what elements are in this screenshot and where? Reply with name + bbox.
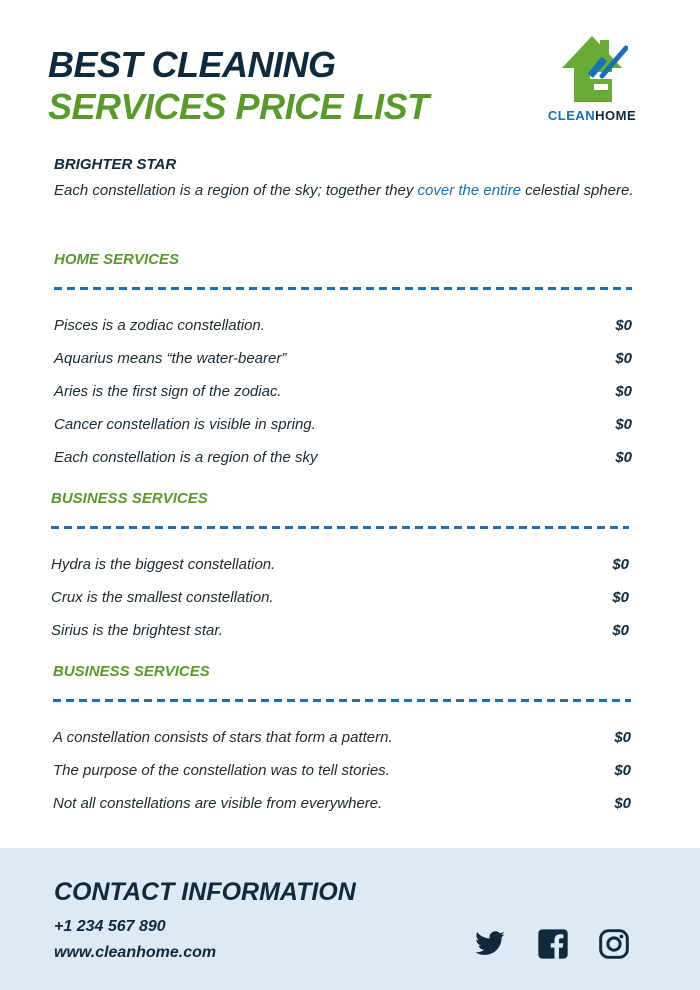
contact-website[interactable]: www.cleanhome.com — [54, 944, 217, 961]
price-row — [54, 375, 632, 408]
intro-text — [54, 181, 644, 201]
service-price: $0 — [612, 556, 629, 573]
price-row — [54, 441, 632, 474]
section-heading: HOME SERVICES — [54, 251, 180, 268]
intro-link[interactable]: cover the entire — [417, 182, 521, 199]
title-line-1: BEST CLEANING — [48, 44, 336, 85]
service-price: $0 — [612, 589, 629, 606]
service-price: $0 — [615, 383, 632, 400]
price-row — [51, 614, 629, 647]
price-row — [53, 721, 631, 754]
service-name: Cancer constellation is visible in spring. — [54, 416, 316, 433]
service-price: $0 — [614, 762, 631, 779]
service-price: $0 — [615, 350, 632, 367]
intro-text-end: celestial sphere. — [520, 182, 634, 199]
dotted-divider — [54, 287, 632, 291]
logo-word-clean: CLEAN — [547, 108, 596, 123]
service-name: Aries is the first sign of the zodiac. — [54, 383, 282, 400]
price-row — [54, 408, 632, 441]
service-price: $0 — [615, 416, 632, 433]
facebook-icon[interactable] — [537, 928, 569, 960]
service-price: $0 — [615, 317, 632, 334]
service-name: Hydra is the biggest constellation. — [51, 556, 276, 573]
contact-heading: CONTACT INFORMATION — [54, 878, 356, 906]
twitter-icon[interactable] — [474, 928, 506, 960]
instagram-icon[interactable] — [598, 928, 630, 960]
service-name: Aquarius means “the water-bearer” — [54, 350, 287, 367]
dotted-divider — [51, 526, 629, 530]
service-name: Crux is the smallest constellation. — [51, 589, 274, 606]
logo — [540, 34, 644, 126]
contact-footer — [0, 848, 700, 990]
title-line-2: SERVICES PRICE LIST — [48, 86, 429, 127]
price-row — [53, 787, 631, 820]
service-price: $0 — [614, 795, 631, 812]
price-row — [51, 581, 629, 614]
service-price: $0 — [612, 622, 629, 639]
service-name: The purpose of the constellation was to tell stories. — [53, 762, 390, 779]
intro-block — [54, 156, 644, 201]
logo-wordmark — [540, 108, 644, 123]
price-row — [54, 342, 632, 375]
section-heading: BUSINESS SERVICES — [53, 663, 210, 680]
service-name: Pisces is a zodiac constellation. — [54, 317, 265, 334]
service-price: $0 — [614, 729, 631, 746]
service-name: Each constellation is a region of the sky — [54, 449, 318, 466]
logo-word-home: HOME — [595, 108, 637, 123]
dotted-divider — [53, 699, 631, 703]
section-home-services — [54, 251, 632, 474]
page-title — [48, 44, 429, 128]
price-row — [54, 309, 632, 342]
service-name: Not all constellations are visible from everywhere. — [53, 795, 383, 812]
service-name: Sirius is the brightest star. — [51, 622, 224, 639]
intro-text-start: Each constellation is a region of the sky; together they — [54, 182, 418, 199]
section-business-services — [51, 490, 629, 647]
price-row — [51, 548, 629, 581]
service-name: A constellation consists of stars that form a pattern. — [53, 729, 393, 746]
price-row — [53, 754, 631, 787]
intro-heading: BRIGHTER STAR — [54, 156, 177, 173]
service-price: $0 — [615, 449, 632, 466]
house-squeegee-icon — [556, 34, 628, 106]
section-heading: BUSINESS SERVICES — [51, 490, 208, 507]
contact-phone[interactable]: +1 234 567 890 — [54, 918, 166, 935]
section-business-services-2 — [53, 663, 631, 820]
